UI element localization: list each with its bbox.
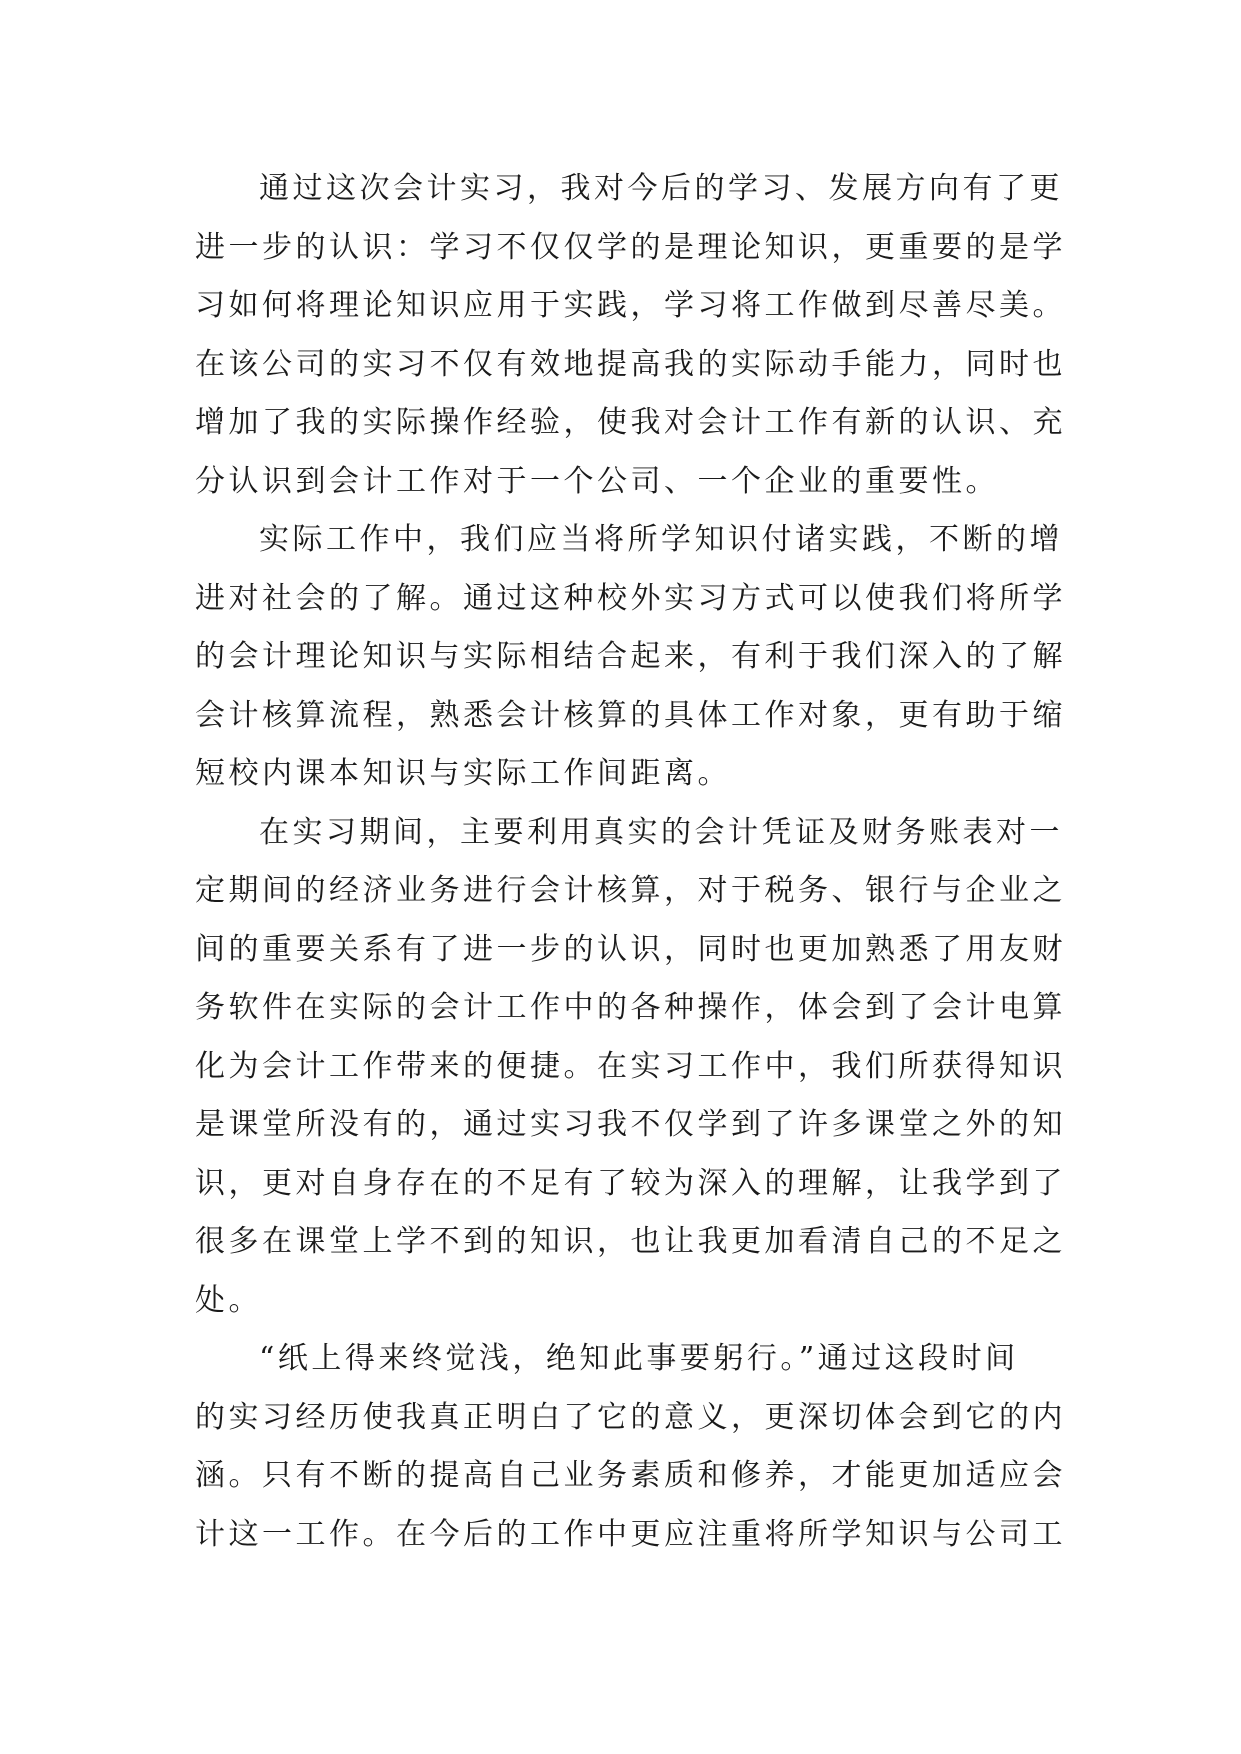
text-line: 很多在课堂上学不到的知识，也让我更加看清自己的不足之 bbox=[195, 1224, 1066, 1259]
text-line: 处。 bbox=[195, 1282, 262, 1318]
text-line: 的会计理论知识与实际相结合起来，有利于我们深入的了解 bbox=[195, 639, 1066, 674]
text-line: 实际工作中，我们应当将所学知识付诸实践，不断的增 bbox=[259, 522, 1063, 557]
text-line: 化为会计工作带来的便捷。在实习工作中，我们所获得知识 bbox=[195, 1048, 1066, 1084]
text-line: 在该公司的实习不仅有效地提高我的实际动手能力，同时也 bbox=[195, 346, 1066, 382]
text-line: 计这一工作。在今后的工作中更应注重将所学知识与公司工 bbox=[195, 1516, 1066, 1552]
text-line: 通过这次会计实习，我对今后的学习、发展方向有了更 bbox=[259, 171, 1063, 206]
text-line: 增加了我的实际操作经验，使我对会计工作有新的认识、充 bbox=[195, 405, 1066, 440]
paragraph-2 bbox=[195, 511, 1066, 804]
text-line: 间的重要关系有了进一步的认识，同时也更加熟悉了用友财 bbox=[195, 931, 1066, 967]
text-line: 在实习期间，主要利用真实的会计凭证及财务账表对一 bbox=[259, 814, 1063, 850]
text-line: 进对社会的了解。通过这种校外实习方式可以使我们将所学 bbox=[195, 580, 1066, 616]
text-line: 会计核算流程，熟悉会计核算的具体工作对象，更有助于缩 bbox=[195, 697, 1066, 733]
paragraph-4 bbox=[195, 1330, 1066, 1564]
text-line: 务软件在实际的会计工作中的各种操作，体会到了会计电算 bbox=[195, 990, 1066, 1025]
text-line: 习如何将理论知识应用于实践，学习将工作做到尽善尽美。 bbox=[195, 288, 1066, 323]
text-line: 是课堂所没有的，通过实习我不仅学到了许多课堂之外的知 bbox=[195, 1107, 1066, 1142]
text-line: 涵。只有不断的提高自己业务素质和修养，才能更加适应会 bbox=[195, 1458, 1066, 1493]
text-line: 的实习经历使我真正明白了它的意义，更深切体会到它的内 bbox=[195, 1399, 1066, 1435]
paragraph-3 bbox=[195, 804, 1066, 1331]
text-line: 识，更对自身存在的不足有了较为深入的理解，让我学到了 bbox=[195, 1165, 1066, 1201]
text-line: 分认识到会计工作对于一个公司、一个企业的重要性。 bbox=[195, 463, 999, 499]
paragraph-1 bbox=[195, 160, 1066, 511]
text-line: “纸上得来终觉浅，绝知此事要躬行。”通过这段时间 bbox=[259, 1341, 1019, 1376]
text-line: 定期间的经济业务进行会计核算，对于税务、银行与企业之 bbox=[195, 873, 1066, 908]
document-body bbox=[195, 160, 1066, 1564]
text-line: 短校内课本知识与实际工作间距离。 bbox=[195, 756, 731, 791]
text-line: 进一步的认识：学习不仅仅学的是理论知识，更重要的是学 bbox=[195, 229, 1066, 265]
